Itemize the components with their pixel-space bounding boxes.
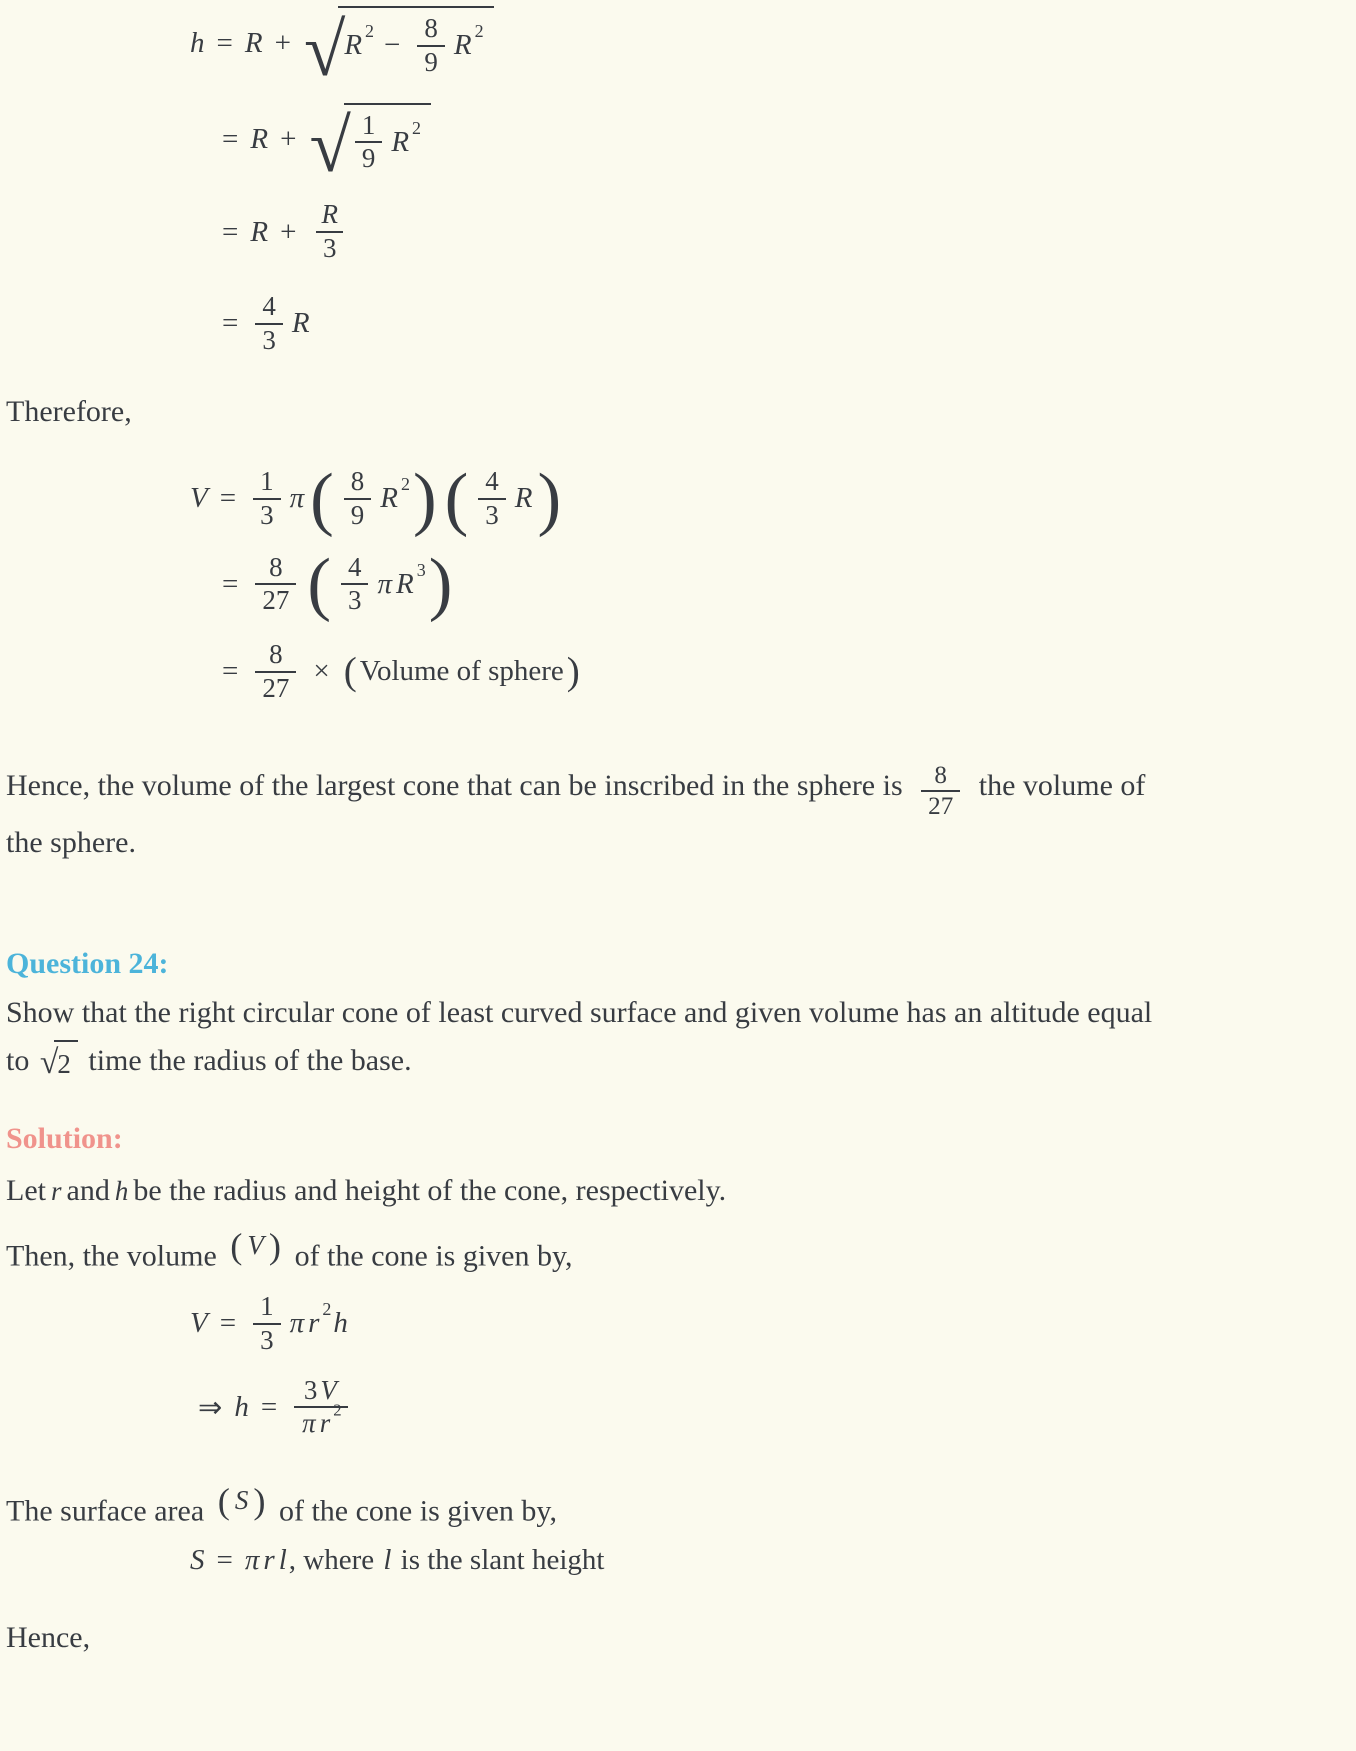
variable: R	[453, 29, 472, 62]
number: 3	[322, 233, 337, 264]
superscript: 2	[333, 1400, 342, 1420]
surface-area-paragraph	[6, 1482, 1320, 1532]
equation-v-line-1	[188, 459, 1320, 538]
number: 27	[928, 793, 954, 821]
numerator	[417, 13, 444, 45]
variable: h	[333, 1307, 348, 1340]
conclusion-paragraph	[6, 761, 1320, 864]
number: 8	[350, 465, 365, 496]
radical-sign-icon: √	[309, 105, 351, 189]
operator: =	[222, 123, 239, 156]
numerator	[355, 110, 382, 142]
operator: =	[216, 1544, 233, 1577]
numerator	[313, 199, 345, 231]
superscript: 2	[412, 117, 422, 138]
operator: =	[260, 1390, 278, 1423]
number: 1	[361, 109, 376, 140]
conclusion-text-start: Hence, the volume of the largest cone that can be inscribed in the sphere is	[6, 768, 903, 802]
therefore-text: Therefore,	[6, 394, 132, 428]
radical	[309, 103, 431, 189]
variable: π	[302, 1408, 316, 1439]
variable: h	[234, 1390, 249, 1423]
fraction-8-27	[914, 761, 967, 822]
number: 8	[424, 13, 438, 43]
variable: π	[244, 1544, 260, 1577]
variable-r: r	[50, 1175, 62, 1206]
fraction	[355, 110, 382, 176]
variable: r	[308, 1307, 320, 1340]
fraction	[344, 466, 371, 532]
number: 27	[262, 585, 290, 616]
operator: =	[222, 307, 239, 340]
superscript: 2	[400, 474, 410, 495]
denominator	[255, 583, 296, 617]
operator: +	[274, 26, 291, 59]
numerator	[341, 552, 368, 584]
equation-cone-volume	[188, 1291, 1320, 1357]
power-term	[318, 1400, 342, 1440]
number: 8	[934, 761, 947, 789]
radicand	[54, 1040, 78, 1086]
close-paren: )	[268, 1225, 282, 1266]
volume-derivation-block	[188, 459, 1320, 705]
equation-h-line-4	[188, 291, 1320, 357]
fraction	[478, 466, 505, 532]
variable: R	[344, 29, 363, 62]
number: 3	[303, 1374, 318, 1405]
variable: R	[250, 215, 269, 248]
sqrt-2-radical	[37, 1040, 81, 1086]
number: 4	[485, 465, 499, 496]
let-text-post: be the radius and height of the cone, respectively.	[133, 1173, 727, 1207]
equation-h-from-volume	[188, 1375, 1320, 1441]
hence-text: Hence,	[6, 1621, 91, 1655]
denominator	[417, 45, 444, 79]
denominator	[253, 1323, 280, 1357]
operator: ×	[313, 655, 330, 688]
denominator	[255, 671, 296, 705]
surface-text-post: of the cone is given by,	[278, 1494, 557, 1528]
variable: V	[247, 1230, 264, 1261]
variable: V	[190, 482, 208, 515]
operator: =	[219, 482, 237, 515]
question-text-to: to	[6, 1043, 30, 1077]
number: 3	[260, 1324, 274, 1355]
variable-h: h	[114, 1175, 129, 1206]
solution-heading: Solution:	[6, 1121, 123, 1155]
number: 4	[348, 551, 362, 582]
numerator	[344, 466, 371, 498]
power-term	[342, 21, 375, 62]
variable: l	[383, 1544, 392, 1577]
denominator	[316, 231, 343, 265]
variable: R	[291, 307, 310, 340]
math-text: Volume of sphere	[359, 655, 564, 688]
fraction	[294, 1375, 347, 1441]
operator: ⇒	[198, 1391, 223, 1424]
operator: =	[216, 26, 233, 59]
let-paragraph	[6, 1170, 1320, 1211]
number: 9	[424, 46, 438, 77]
variable: R	[250, 123, 269, 156]
number: 2	[57, 1049, 71, 1080]
parenthesized-group	[310, 459, 437, 538]
denominator	[344, 498, 371, 532]
radical	[303, 6, 494, 92]
operator: +	[280, 123, 297, 156]
operator: =	[222, 567, 239, 600]
operator: =	[219, 1307, 237, 1340]
operator: +	[280, 215, 297, 248]
conclusion-text-end: the volume of	[978, 768, 1146, 802]
variable: S	[190, 1544, 205, 1577]
radicand	[344, 103, 431, 178]
number: 8	[269, 551, 283, 582]
close-paren: )	[412, 459, 437, 538]
number: 9	[350, 499, 365, 530]
power-term	[306, 1299, 332, 1340]
question-24-heading: Question 24:	[6, 947, 169, 981]
variable: R	[514, 482, 533, 515]
math-text: is the slant height	[393, 1544, 605, 1577]
power-term	[389, 117, 422, 159]
question-text-line2: time the radius of the base.	[88, 1043, 412, 1077]
variable: R	[391, 125, 410, 158]
variable: r	[263, 1544, 275, 1577]
variable: π	[289, 1307, 305, 1340]
denominator	[294, 1400, 347, 1440]
surface-text-pre: The surface area	[6, 1494, 205, 1528]
fraction	[417, 13, 444, 79]
number: 3	[485, 499, 499, 530]
number: 27	[262, 672, 290, 703]
denominator	[355, 141, 382, 175]
paren-body	[357, 655, 567, 688]
cone-volume-block	[188, 1291, 1320, 1440]
radical-sign-icon: √	[303, 8, 346, 92]
variable: π	[377, 567, 393, 600]
operator: =	[222, 655, 239, 688]
equation-h-line-1	[188, 6, 1320, 92]
numerator	[255, 291, 282, 323]
power-term	[394, 559, 426, 601]
paren-body	[331, 552, 429, 618]
equation-v-line-3	[188, 639, 1320, 705]
open-paren: (	[444, 459, 469, 538]
variable: h	[190, 26, 205, 59]
fraction	[341, 552, 368, 618]
number: 8	[269, 639, 283, 670]
conclusion-text-line2: the sphere.	[6, 826, 136, 860]
radicand	[338, 6, 493, 81]
number: 3	[348, 585, 362, 616]
paren-body	[230, 1482, 254, 1519]
denominator	[255, 323, 282, 357]
superscript: 2	[474, 21, 484, 42]
then-paragraph	[6, 1227, 1320, 1277]
variable: V	[190, 1307, 208, 1340]
open-paren: (	[230, 1225, 243, 1266]
numerator	[478, 466, 505, 498]
close-paren: )	[428, 545, 453, 624]
radical-sign-icon: √	[39, 1044, 59, 1082]
number: 4	[262, 290, 276, 321]
variable: R	[321, 199, 338, 230]
variable: R	[244, 26, 263, 59]
number: 1	[260, 1291, 274, 1321]
close-paren: )	[537, 459, 562, 538]
then-text-post: of the cone is given by,	[294, 1239, 573, 1273]
numerator	[253, 1291, 280, 1323]
math-text: , where	[288, 1544, 382, 1577]
parenthesized-group	[444, 459, 562, 538]
numerator	[262, 639, 289, 671]
variable: R	[396, 567, 414, 600]
number: 3	[260, 499, 274, 530]
numerator	[927, 761, 954, 791]
denominator	[341, 583, 368, 617]
numerator	[262, 552, 289, 584]
radical	[40, 1040, 78, 1086]
variable: r	[319, 1408, 331, 1439]
let-text-and: and	[66, 1173, 110, 1207]
operator: =	[222, 215, 239, 248]
paren-body	[468, 466, 537, 532]
question-24-text	[6, 989, 1320, 1085]
fraction	[255, 639, 296, 705]
numerator	[253, 466, 280, 498]
let-text-pre: Let	[6, 1173, 46, 1207]
fraction	[313, 199, 345, 265]
variable: V	[320, 1374, 337, 1405]
equation-h-line-2	[188, 103, 1320, 189]
equation-h-line-3	[188, 199, 1320, 265]
height-derivation-block	[188, 6, 1320, 357]
parenthesized-group	[343, 650, 580, 694]
fraction	[253, 466, 280, 532]
paren-body	[334, 466, 413, 532]
denominator	[253, 498, 280, 532]
variable: R	[380, 482, 398, 515]
operator: −	[384, 29, 401, 62]
paren-V	[226, 1227, 285, 1264]
open-paren: (	[217, 1480, 230, 1521]
fraction	[255, 291, 282, 357]
variable: π	[289, 482, 305, 515]
parenthesized-group	[218, 1482, 266, 1519]
number: 9	[361, 143, 376, 174]
open-paren: (	[307, 545, 331, 624]
paren-body	[242, 1227, 269, 1264]
denominator	[478, 498, 505, 532]
superscript: 2	[322, 1299, 332, 1320]
open-paren: (	[310, 459, 334, 538]
variable: S	[234, 1485, 249, 1516]
parenthesized-group	[230, 1227, 281, 1264]
fraction	[253, 1291, 280, 1357]
equation-v-line-2	[188, 545, 1320, 624]
close-paren: )	[566, 650, 580, 694]
paren-S	[214, 1482, 270, 1519]
parenthesized-group	[307, 545, 453, 624]
number: 1	[260, 465, 274, 496]
power-term	[452, 21, 484, 62]
then-text-pre: Then, the volume	[6, 1239, 217, 1273]
fraction	[921, 761, 960, 822]
fraction	[255, 552, 296, 618]
surface-area-equation	[188, 1544, 1320, 1577]
number: 3	[262, 324, 276, 355]
close-paren: )	[253, 1480, 266, 1521]
power-term	[378, 474, 410, 515]
open-paren: (	[343, 650, 357, 694]
superscript: 2	[365, 21, 375, 42]
superscript: 3	[416, 559, 426, 580]
denominator	[921, 790, 960, 822]
question-text-line1: Show that the right circular cone of least curved surface and given volume has an altitude equal	[6, 996, 1153, 1030]
variable: l	[278, 1544, 287, 1577]
